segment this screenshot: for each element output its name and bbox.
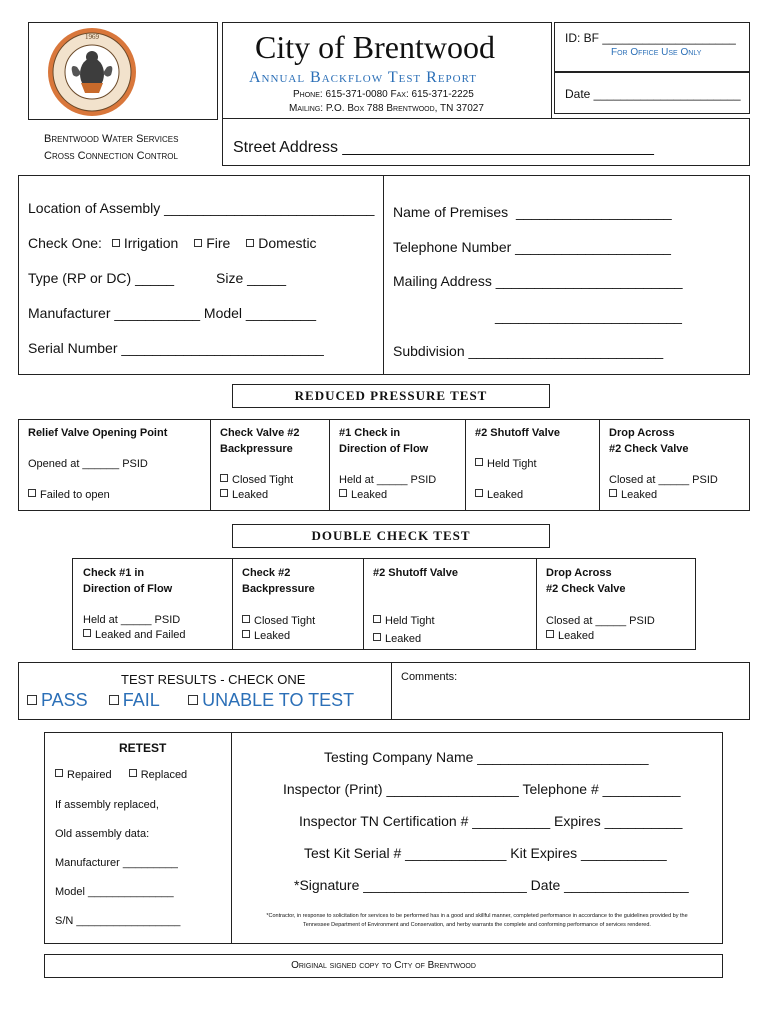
dc-check1-leaked-checkbox[interactable] <box>83 629 91 637</box>
footer-box <box>44 954 723 978</box>
premises-label: Name of Premises <box>393 204 509 220</box>
comments-field[interactable] <box>395 685 745 717</box>
date-field[interactable]: Date ______________________ <box>565 87 741 101</box>
footer-note: Original signed copy to City of Brentwood <box>291 960 476 971</box>
fail-label: FAIL <box>122 690 160 710</box>
rp-check1-head1: #1 Check in <box>339 427 401 439</box>
dc-check1-head1: Check #1 in <box>83 567 145 579</box>
rp-test-table <box>18 419 750 511</box>
rp-drop-leaked-checkbox[interactable] <box>609 489 617 497</box>
mailing-address-field[interactable]: Mailing Address ________________________ <box>393 273 683 289</box>
rp-relief-opened[interactable]: Opened at ______ PSID <box>28 458 148 470</box>
dc-check2-closed-label: Closed Tight <box>254 615 316 627</box>
seal-box <box>28 22 218 120</box>
certification-field[interactable]: Inspector TN Certification # __________ Expires __________ <box>299 813 683 829</box>
dc-drop-closed[interactable]: Closed at _____ PSID <box>546 615 655 627</box>
repaired-label: Repaired <box>67 769 112 781</box>
unable-checkbox[interactable] <box>188 695 198 705</box>
rp-shutoff-leaked-label: Leaked <box>487 489 524 501</box>
city-seal-icon <box>29 23 219 119</box>
mailing-line: Mailing: P.O. Box 788 Brentwood, TN 37027 <box>289 103 484 114</box>
fire-label: Fire <box>206 235 231 251</box>
dc-check1-head2: Direction of Flow <box>83 583 173 595</box>
retest-manufacturer-field[interactable]: Manufacturer _________ <box>55 857 178 869</box>
check-one-label: Check One: <box>28 235 102 251</box>
phone-line: Phone: 615-371-0080 Fax: 615-371-2225 <box>293 89 474 100</box>
rp-check1-leaked-label: Leaked <box>351 489 388 501</box>
test-results-title: TEST RESULTS - CHECK ONE <box>121 672 306 687</box>
rp-drop-leaked <box>609 487 657 503</box>
retest-sn-field[interactable]: S/N _________________ <box>55 915 181 927</box>
dc-test-title: DOUBLE CHECK TEST <box>232 524 550 548</box>
rp-check2-closed-checkbox[interactable] <box>220 474 228 482</box>
dc-check1-held[interactable]: Held at _____ PSID <box>83 614 181 626</box>
rp-shutoff-held-checkbox[interactable] <box>475 458 483 466</box>
rp-check1-held[interactable]: Held at _____ PSID <box>339 474 437 486</box>
rp-check2-head2: Backpressure <box>220 443 293 455</box>
rp-test-title: REDUCED PRESSURE TEST <box>232 384 550 408</box>
domestic-checkbox[interactable] <box>246 239 254 247</box>
unable-label: UNABLE TO TEST <box>202 690 355 710</box>
assembly-info-box <box>18 175 750 375</box>
test-kit-field[interactable]: Test Kit Serial # _____________ Kit Expires ___________ <box>304 845 667 861</box>
pass-label: PASS <box>41 690 88 710</box>
dc-shutoff-held-checkbox[interactable] <box>373 615 381 623</box>
domestic-label: Domestic <box>258 235 317 251</box>
retest-options <box>55 769 187 781</box>
dc-shutoff-head: #2 Shutoff Valve <box>373 567 458 579</box>
comments-label: Comments: <box>401 671 458 683</box>
mailing-address-line2[interactable]: ________________________ <box>495 308 682 324</box>
rp-drop-head2: #2 Check Valve <box>609 443 689 455</box>
report-title: Annual Backflow Test Report <box>249 69 477 86</box>
id-field[interactable]: ID: BF ____________________ <box>565 31 736 45</box>
rp-drop-closed[interactable]: Closed at _____ PSID <box>609 474 718 486</box>
seal-year: 1969 <box>85 33 99 41</box>
city-title: City of Brentwood <box>255 29 495 65</box>
replaced-label: Replaced <box>140 769 188 781</box>
street-address-field[interactable]: Street Address ___________________________________ <box>233 139 654 156</box>
rp-drop-head1: Drop Across <box>609 427 675 439</box>
rp-failed-label: Failed to open <box>40 489 110 501</box>
rp-check2-head1: Check Valve #2 <box>220 427 300 439</box>
dc-check1-leaked-label: Leaked and Failed <box>95 629 186 641</box>
contractor-footnote-1: *Contractor, in response to solicitation for services to be performed has in a good and skillful manner, completed performance in accordance to the guidelines provided by the <box>266 913 688 919</box>
telephone-field[interactable]: Telephone Number ____________________ <box>393 239 671 255</box>
dc-check2-leaked-checkbox[interactable] <box>242 630 250 638</box>
subdivision-field[interactable]: Subdivision _________________________ <box>393 343 664 359</box>
rp-shutoff-held <box>475 456 537 472</box>
rp-check2-closed-label: Closed Tight <box>232 474 294 486</box>
dept-division: Cross Connection Control <box>44 150 178 162</box>
rp-shutoff-leaked-checkbox[interactable] <box>475 489 483 497</box>
old-data-text: Old assembly data: <box>55 828 150 840</box>
id-box <box>554 22 750 72</box>
irrigation-label: Irrigation <box>123 235 179 251</box>
rp-shutoff-held-label: Held Tight <box>487 458 537 470</box>
retest-model-field[interactable]: Model ______________ <box>55 886 174 898</box>
dc-check2-head2: Backpressure <box>242 583 315 595</box>
size-field[interactable]: Size _____ <box>216 270 287 286</box>
dc-shutoff-leaked-checkbox[interactable] <box>373 633 381 641</box>
type-field[interactable]: Type (RP or DC) _____ <box>28 270 175 286</box>
dc-check1-leaked <box>83 627 186 643</box>
date-box <box>554 72 750 114</box>
manufacturer-model-field[interactable]: Manufacturer ___________ Model _________ <box>28 305 317 321</box>
if-replaced-text: If assembly replaced, <box>55 799 159 811</box>
rp-check1-head2: Direction of Flow <box>339 443 429 455</box>
rp-shutoff-leaked <box>475 487 523 503</box>
dc-drop-leaked <box>546 628 594 644</box>
dc-check2-closed <box>242 613 315 629</box>
rp-check1-leaked <box>339 487 387 503</box>
dc-shutoff-held <box>373 613 435 629</box>
dc-shutoff-held-label: Held Tight <box>385 615 435 627</box>
rp-drop-leaked-label: Leaked <box>621 489 658 501</box>
dc-check2-closed-checkbox[interactable] <box>242 615 250 623</box>
premises-field[interactable]: ____________________ <box>516 204 672 220</box>
rp-check1-leaked-checkbox[interactable] <box>339 489 347 497</box>
dc-drop-head1: Drop Across <box>546 567 612 579</box>
repaired-checkbox[interactable] <box>55 769 63 777</box>
title-box <box>222 22 552 120</box>
dc-check2-head1: Check #2 <box>242 567 291 579</box>
location-field[interactable]: Location of Assembly ___________________________ <box>28 200 375 216</box>
dc-drop-head2: #2 Check Valve <box>546 583 626 595</box>
rp-relief-failed <box>28 487 110 503</box>
rp-check2-closed <box>220 472 293 488</box>
signature-field[interactable]: *Signature _____________________ Date ________________ <box>294 877 689 893</box>
retest-company-box <box>44 732 723 944</box>
rp-shutoff-head: #2 Shutoff Valve <box>475 427 560 439</box>
rp-relief-head: Relief Valve Opening Point <box>28 427 168 439</box>
check-one-row <box>28 235 317 251</box>
retest-title: RETEST <box>119 741 167 755</box>
dc-drop-leaked-checkbox[interactable] <box>546 630 554 638</box>
fire-checkbox[interactable] <box>194 239 202 247</box>
dc-check2-leaked <box>242 628 290 644</box>
contractor-footnote-2: Tennessee Department of Environment and Conservation, and herby warrants the complete and conforming performance of services rendered. <box>303 922 651 928</box>
street-address-box <box>222 118 750 166</box>
dc-test-table <box>72 558 696 650</box>
rp-failed-checkbox[interactable] <box>28 489 36 497</box>
office-use-note: For Office Use Only <box>611 47 702 58</box>
rp-check2-leaked-checkbox[interactable] <box>220 489 228 497</box>
rp-check2-leaked <box>220 487 268 503</box>
result-options <box>27 690 354 711</box>
inspector-field[interactable]: Inspector (Print) _________________ Telephone # __________ <box>283 781 681 797</box>
replaced-checkbox[interactable] <box>129 769 137 777</box>
irrigation-checkbox[interactable] <box>112 239 120 247</box>
rp-check2-leaked-label: Leaked <box>232 489 269 501</box>
fail-checkbox[interactable] <box>109 695 119 705</box>
dc-check2-leaked-label: Leaked <box>254 630 291 642</box>
serial-number-field[interactable]: Serial Number __________________________ <box>28 340 324 356</box>
dept-name: Brentwood Water Services <box>44 133 179 145</box>
dc-shutoff-leaked <box>373 631 421 647</box>
test-results-box <box>18 662 750 720</box>
dc-drop-leaked-label: Leaked <box>558 630 595 642</box>
testing-company-field[interactable]: Testing Company Name ______________________ <box>324 749 649 765</box>
pass-checkbox[interactable] <box>27 695 37 705</box>
dc-shutoff-leaked-label: Leaked <box>385 633 422 645</box>
